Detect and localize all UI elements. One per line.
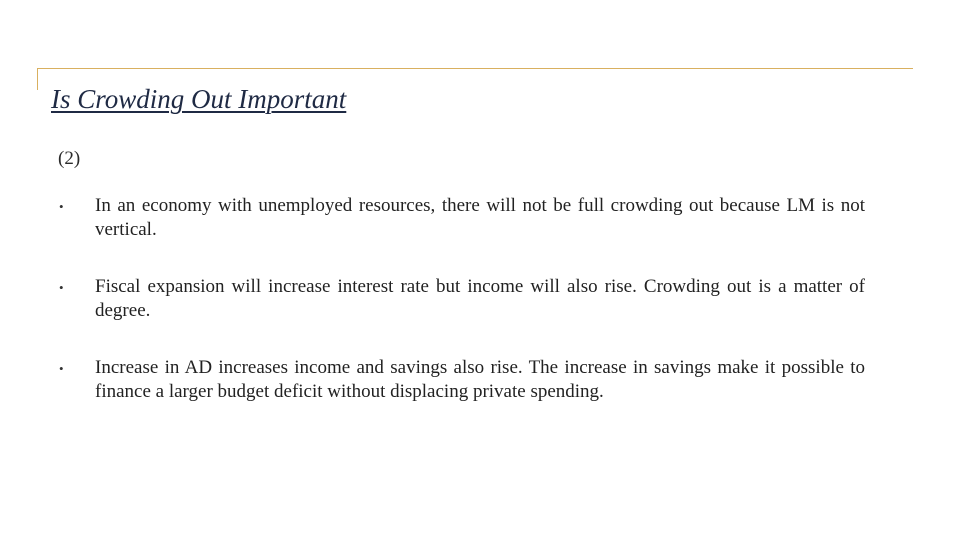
title-rule-top [37, 68, 913, 69]
bullet-item [0, 275, 960, 322]
slide-subtitle: (2) [58, 148, 81, 169]
bullet-icon: • [59, 199, 64, 214]
bullet-item [0, 194, 960, 241]
bullet-text: In an economy with unemployed resources, there will not be full crowding out because LM is not vertical. [95, 195, 865, 240]
bullet-icon: • [59, 361, 64, 376]
slide-title: Is Crowding Out Important [51, 84, 347, 114]
bullet-list [0, 194, 960, 437]
bullet-text: Fiscal expansion will increase interest rate but income will also rise. Crowding out is a matter of degree. [95, 276, 865, 321]
title-rule-left [37, 68, 38, 90]
bullet-text: Increase in AD increases income and savings also rise. The increase in savings make it possible to finance a larger budget deficit without displacing private spending. [95, 357, 865, 402]
bullet-item [0, 356, 960, 403]
bullet-icon: • [59, 280, 64, 295]
